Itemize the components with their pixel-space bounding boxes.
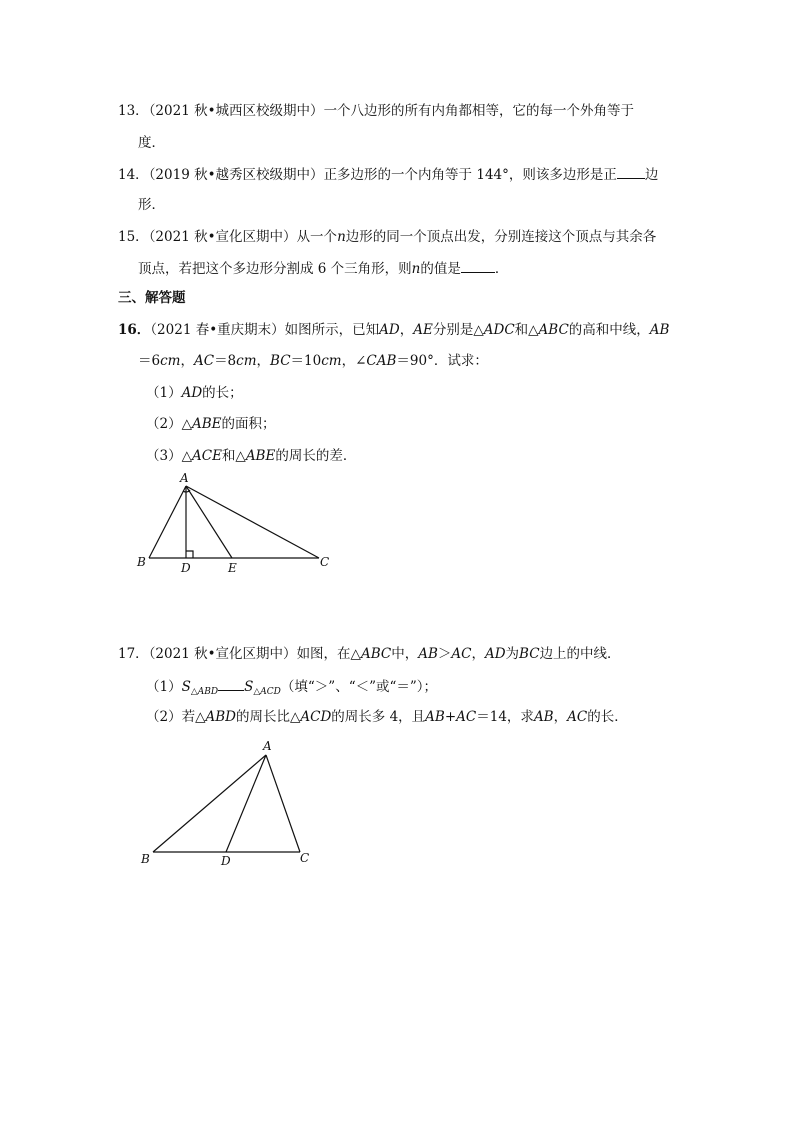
q17-text: ＞ (437, 646, 452, 662)
q16-var: AB (649, 322, 670, 338)
q16-var: AE (413, 322, 433, 338)
q13-text-1: 一个八边形的所有内角都相等，它的每一个外角等于 (323, 103, 635, 119)
q16-text: 和△ (221, 448, 246, 464)
q16-text: ＝8 (214, 353, 237, 369)
q13-number: 13． (118, 103, 149, 119)
q17-text: （2）若△ (146, 709, 206, 725)
q16-text: （1） (146, 385, 182, 401)
q17-label-b: B (141, 852, 150, 866)
q16-label-b: B (137, 555, 146, 569)
q17-segment-ac (266, 755, 300, 852)
q16-unit: cm (160, 353, 181, 369)
q16-source: （2021 春•重庆期末） (150, 322, 285, 338)
q17-label-c: C (300, 851, 310, 865)
q16-part-3 (146, 446, 356, 466)
q14-line-2 (138, 195, 165, 215)
q16-text: 的周长的差． (275, 448, 357, 464)
q15-text-1b: 边形的同一个顶点出发，分别连接这个顶点与其余各 (345, 229, 657, 245)
q17-text: 为 (505, 646, 520, 662)
q16-var: AD (181, 385, 203, 401)
q17-label-d: D (221, 854, 231, 868)
q16-number: 16． (118, 322, 151, 338)
q15-number: 15． (118, 229, 149, 245)
q16-text: ＝6 (138, 353, 161, 369)
q17-text: （填“＞”、“＜”或“＝”）； (280, 679, 438, 695)
q16-text: ＝90°．试求： (396, 353, 488, 369)
q16-var: ABE (245, 448, 276, 464)
q15-line-2 (138, 258, 508, 279)
q16-line-2 (138, 351, 488, 371)
q17-var: ABD (205, 709, 236, 725)
q17-var: AD (484, 646, 506, 662)
q16-text: 和△ (514, 322, 539, 338)
q17-figure (135, 735, 320, 870)
q16-var: ABE (191, 416, 222, 432)
q13-line-1 (118, 101, 634, 121)
q13-source: （2021 秋•城西区校级期中） (148, 103, 324, 119)
q14-text-1b: 边 (644, 167, 659, 183)
q14-text-2: 形． (138, 197, 165, 213)
q16-text: ， (399, 322, 414, 338)
q16-var: ACE (191, 448, 222, 464)
q16-text: 的面积； (221, 416, 276, 432)
q16-segment-ab (149, 486, 186, 558)
q14-number: 14． (118, 167, 149, 183)
q17-var: S (244, 679, 254, 695)
q16-text: 的长； (202, 385, 243, 401)
q17-var: AC (567, 709, 588, 725)
q17-source: （2021 秋•宣化区期中） (148, 646, 297, 662)
q14-source: （2019 秋•越秀区校级期中） (148, 167, 324, 183)
q14-answer-blank (617, 164, 645, 179)
q17-var: AB (418, 646, 438, 662)
q17-number: 17． (118, 646, 149, 662)
q17-text: ＝14，求 (476, 709, 534, 725)
q16-text: （2）△ (146, 416, 192, 432)
q17-text: 如图，在△ (296, 646, 361, 662)
q17-text: 中， (391, 646, 419, 662)
q17-text: + (444, 709, 457, 725)
q17-var: BC (519, 646, 540, 662)
q16-unit: cm (321, 353, 342, 369)
q17-label-a: A (263, 739, 272, 753)
q13-text-2: 度． (138, 135, 165, 151)
q17-line-1 (118, 644, 621, 664)
q16-text: ， (180, 353, 194, 369)
q17-part-2 (146, 707, 628, 727)
q17-var: ACD (300, 709, 332, 725)
q17-answer-blank (218, 676, 244, 691)
q16-unit: cm (236, 353, 257, 369)
q15-var-n: n (337, 229, 346, 245)
q17-part-1 (146, 676, 437, 702)
q17-segment-ab (153, 755, 266, 852)
q17-text: （1） (146, 679, 182, 695)
q17-var: AC (451, 646, 472, 662)
q15-answer-blank (461, 258, 495, 273)
q15-text-2a: 顶点，若把这个多边形分割成 6 个三角形，则 (138, 261, 412, 277)
q16-text: ＝10 (290, 353, 322, 369)
q14-text-1: 正多边形的一个内角等于 144°，则该多边形是正 (323, 167, 617, 183)
q17-text: 的周长比△ (235, 709, 301, 725)
q16-text: （3）△ (146, 448, 192, 464)
q13-line-2 (138, 133, 165, 153)
q16-right-angle-mark (186, 551, 193, 558)
q15-line-1 (118, 227, 656, 247)
q17-var: ABC (360, 646, 392, 662)
q16-part-1 (146, 383, 243, 403)
q16-var: AC (193, 353, 215, 369)
q16-var: AD (379, 322, 400, 338)
q16-text: 的高和中线， (568, 322, 650, 338)
q14-line-1 (118, 164, 658, 185)
q17-text: 的周长多 4，且 (331, 709, 426, 725)
q17-var: S (181, 679, 191, 695)
q15-source: （2021 秋•宣化区期中） (148, 229, 297, 245)
q15-text-2b: 的值是 (420, 261, 461, 277)
q16-figure (130, 470, 340, 580)
q15-var-n-2: n (411, 261, 421, 277)
q17-var: AB (533, 709, 554, 725)
q16-label-a: A (180, 471, 189, 485)
q16-label-c: C (320, 555, 330, 569)
q16-text: ，∠ (341, 353, 367, 369)
q17-text: 边上的中线． (539, 646, 621, 662)
q16-var: ADC (483, 322, 515, 338)
q17-text: ， (471, 646, 485, 662)
q16-text: 分别是△ (432, 322, 484, 338)
q16-label-e: E (228, 561, 237, 575)
q16-median-ae (186, 486, 232, 558)
q17-median-ad (226, 755, 266, 852)
q16-var: ABC (538, 322, 569, 338)
q16-label-d: D (181, 561, 191, 575)
q16-segment-ac (186, 486, 319, 558)
q17-subscript: △ABD (190, 687, 219, 697)
q16-line-1 (118, 320, 669, 340)
q15-text-1a: 从一个 (296, 229, 338, 245)
q16-var: CAB (366, 353, 397, 369)
q17-var: AC (456, 709, 477, 725)
q16-var: BC (270, 353, 291, 369)
q17-subscript: △ACD (253, 687, 281, 697)
q17-var: AB (425, 709, 445, 725)
q16-text: ， (256, 353, 271, 369)
q17-text: 的长． (587, 709, 628, 725)
section-heading: 三、解答题 (118, 290, 186, 306)
q16-text: 如图所示，已知 (284, 322, 380, 338)
q15-text-2c: ． (494, 261, 509, 277)
q16-part-2 (146, 414, 276, 434)
q17-text: ， (553, 709, 568, 725)
